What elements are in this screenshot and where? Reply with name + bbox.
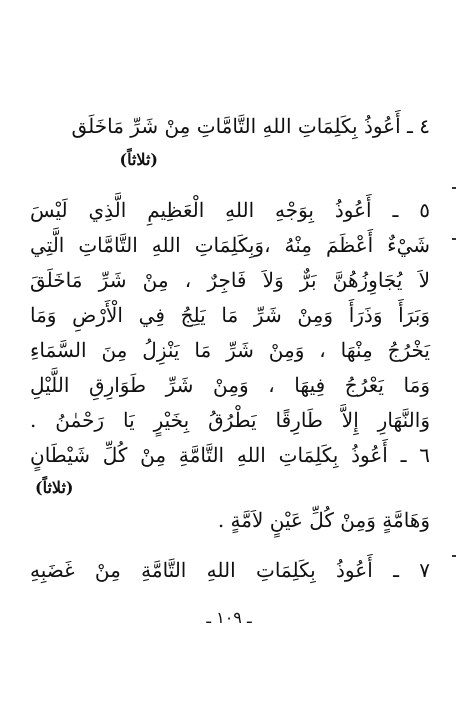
text-line-du'a-6-start: ٦ ـ أَعُوذُ بِكَلِمَاتِ اللهِ التَّامَّةِ مِنْ كُلِّ شَيْطَانٍ [30,443,430,467]
text-line-du'a-4: ٤ ـ أَعُوذُ بِكَلِمَاتِ اللهِ التَّامَّاتِ مِنْ شَرِّ مَاخَلَق [71,114,430,138]
scan-mark [452,238,456,240]
text-line: لاَ يُجَاوِزُهُنَّ بَرٌّ وَلاَ فَاجِرٌ ، مِنْ شَرِّ مَاخَلَقَ [30,268,430,292]
text-line: وَبَرَأَ وَذَرَأَ وَمِنْ شَرِّ مَا يَلِجُ فِي الْأَرْضِ وَمَا [30,303,430,327]
text-line: شَيْءٌ أَعْظَمَ مِنْهُ ،وَبِكَلِمَاتِ اللهِ التَّامَّاتِ الَّتِي [30,233,430,257]
text-line: وَمَا يَعْرُجُ فِيهَا ، وَمِنْ شَرِّ طَوَارِقِ اللَّيْلِ [30,373,430,397]
text-line-du'a-6-end: وَهَامَّةٍ وَمِنْ كُلِّ عَيْنٍ لاَمَّةٍ . [217,508,430,532]
text-line-du'a-7-start: ٧ ـ أَعُوذُ بِكَلِمَاتِ اللهِ التَّامَّةِ مِنْ غَضَبِهِ [30,558,430,582]
text-line: يَخْرُجُ مِنْهَا ، وَمِنْ شَرِّ مَا يَنْزِلُ مِنَ السَّمَاءِ [30,338,430,362]
scan-mark [452,187,456,189]
text-line-du'a-5-end: وَالنَّهَارِ إِلاَّ طَارِقًا يَطْرُقُ بِخَيْرٍ يَا رَحْمٰنُ . [30,408,430,432]
repeat-label-three-times: (ثلاثاً) [119,150,158,169]
text-line-du'a-5-start: ٥ ـ أَعُوذُ بِوَجْهِ اللهِ الْعَظِيمِ الَّذِي لَيْسَ [30,198,430,222]
page-number: ـ ١٠٩ ـ [206,608,252,627]
scan-mark [452,555,456,557]
repeat-label-three-times: (ثلاثاً) [35,478,74,497]
